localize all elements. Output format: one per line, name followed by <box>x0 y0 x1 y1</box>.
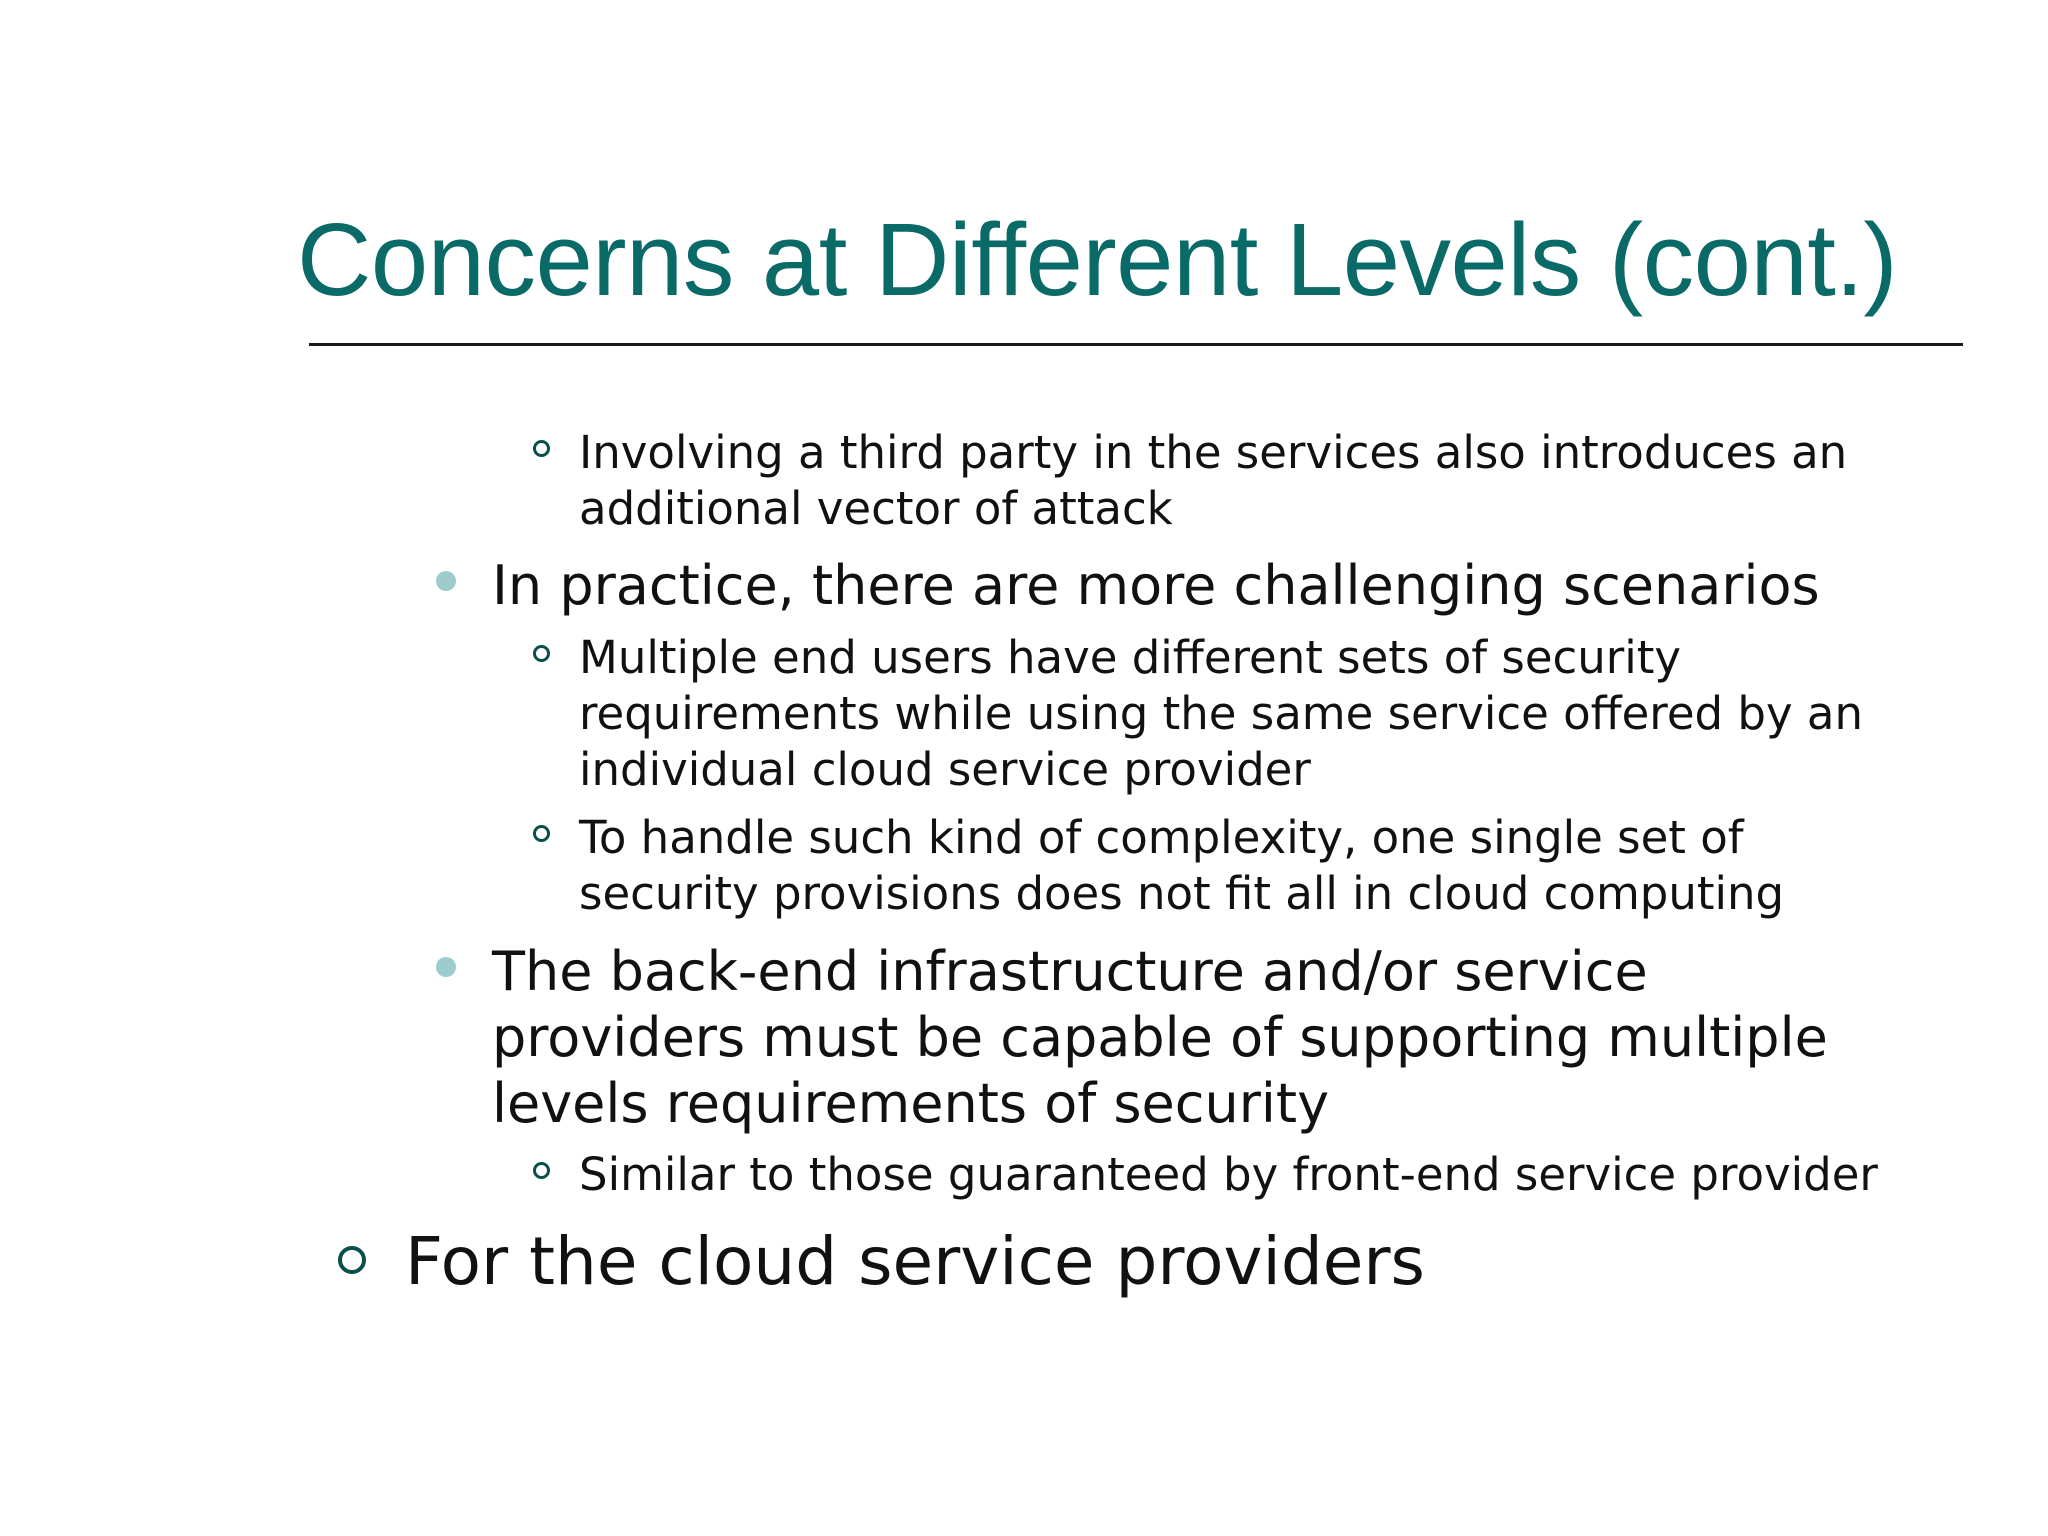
title-divider <box>309 343 1963 346</box>
hollow-circle-icon <box>338 1246 366 1274</box>
bullet-text-line: In practice, there are more challenging scenarios <box>492 554 1820 617</box>
bullet-item <box>492 553 1820 619</box>
bullet-text-line: The back-end infrastructure and/or service <box>492 940 1648 1003</box>
small-hollow-circle-icon <box>533 440 550 457</box>
bullet-text-line: requirements while using the same service offered by an <box>579 687 1863 740</box>
small-hollow-circle-icon <box>533 1162 550 1179</box>
bullet-text-line: To handle such kind of complexity, one single set of <box>579 811 1744 864</box>
bullet-text-line: Similar to those guaranteed by front-end service provider <box>579 1148 1878 1201</box>
small-hollow-circle-icon <box>533 825 550 842</box>
bullet-item <box>405 1222 1425 1302</box>
bullet-item <box>579 425 1847 537</box>
filled-dot-icon <box>436 571 456 591</box>
bullet-text-line: additional vector of attack <box>579 482 1173 535</box>
small-hollow-circle-icon <box>533 645 550 662</box>
bullet-item <box>579 1147 1878 1203</box>
bullet-item <box>492 939 1828 1137</box>
bullet-text-line: security provisions does not fit all in cloud computing <box>579 867 1785 920</box>
bullet-text-line: individual cloud service provider <box>579 743 1311 796</box>
bullet-item <box>579 630 1863 798</box>
filled-dot-icon <box>436 957 456 977</box>
slide-title: Concerns at Different Levels (cont.) <box>297 202 1898 317</box>
bullet-text-line: For the cloud service providers <box>405 1223 1425 1300</box>
bullet-text-line: levels requirements of security <box>492 1072 1330 1135</box>
bullet-text-line: Involving a third party in the services also introduces an <box>579 426 1848 479</box>
bullet-text-line: providers must be capable of supporting multiple <box>492 1006 1828 1069</box>
bullet-text-line: Multiple end users have different sets of security <box>579 631 1682 684</box>
bullet-item <box>579 810 1784 922</box>
